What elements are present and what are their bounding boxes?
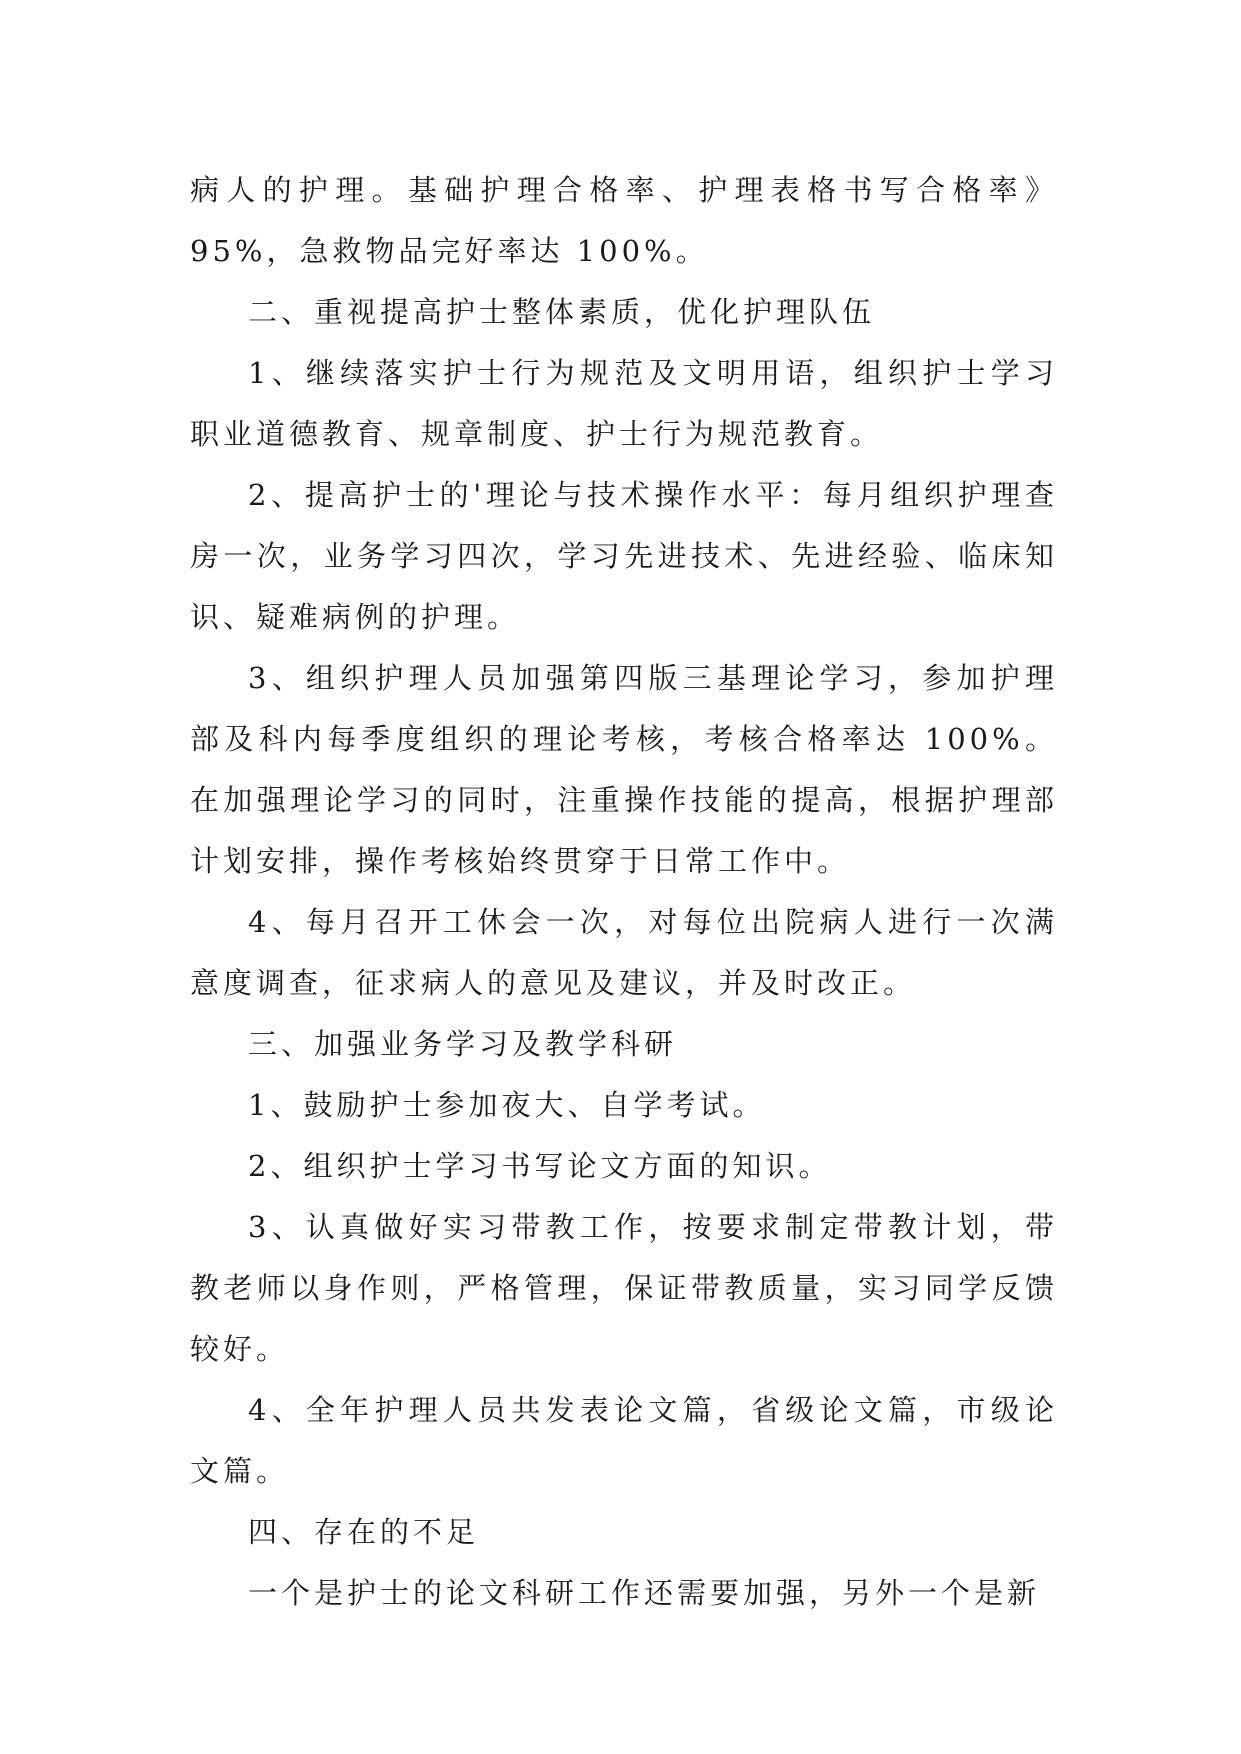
document-body (190, 160, 1058, 1624)
paragraph: 一个是护士的论文科研工作还需要加强，另外一个是新 (248, 1576, 1041, 1610)
list-item: 1、鼓励护士参加夜大、自学考试。 (248, 1088, 766, 1122)
section-heading-4: 四、存在的不足 (248, 1515, 480, 1549)
list-item: 3、认真做好实习带教工作，按要求制定带教计划，带教老师以身作则，严格管理，保证带教质量，实习同学反馈较好。 (190, 1210, 1058, 1366)
section-heading-3: 三、加强业务学习及教学科研 (248, 1027, 678, 1061)
list-item: 2、提高护士的'理论与技术操作水平：每月组织护理查房一次，业务学习四次，学习先进技术、先进经验、临床知识、疑难病例的护理。 (190, 478, 1058, 634)
list-item: 2、组织护士学习书写论文方面的知识。 (248, 1149, 832, 1183)
list-item: 3、组织护理人员加强第四版三基理论学习，参加护理部及科内每季度组织的理论考核，考核合格率达 100%。在加强理论学习的同时，注重操作技能的提高，根据护理部计划安排，操作考核始终贯穿于日常工作中。 (190, 661, 1058, 878)
list-item: 4、全年护理人员共发表论文篇，省级论文篇，市级论文篇。 (190, 1393, 1058, 1488)
paragraph-continuation: 病人的护理。基础护理合格率、护理表格书写合格率》95%，急救物品完好率达 100%。 (190, 173, 1058, 268)
section-heading-2: 二、重视提高护士整体素质，优化护理队伍 (248, 295, 876, 329)
list-item: 1、继续落实护士行为规范及文明用语，组织护士学习职业道德教育、规章制度、护士行为规范教育。 (190, 356, 1058, 451)
list-item: 4、每月召开工休会一次，对每位出院病人进行一次满意度调查，征求病人的意见及建议，并及时改正。 (190, 905, 1058, 1000)
